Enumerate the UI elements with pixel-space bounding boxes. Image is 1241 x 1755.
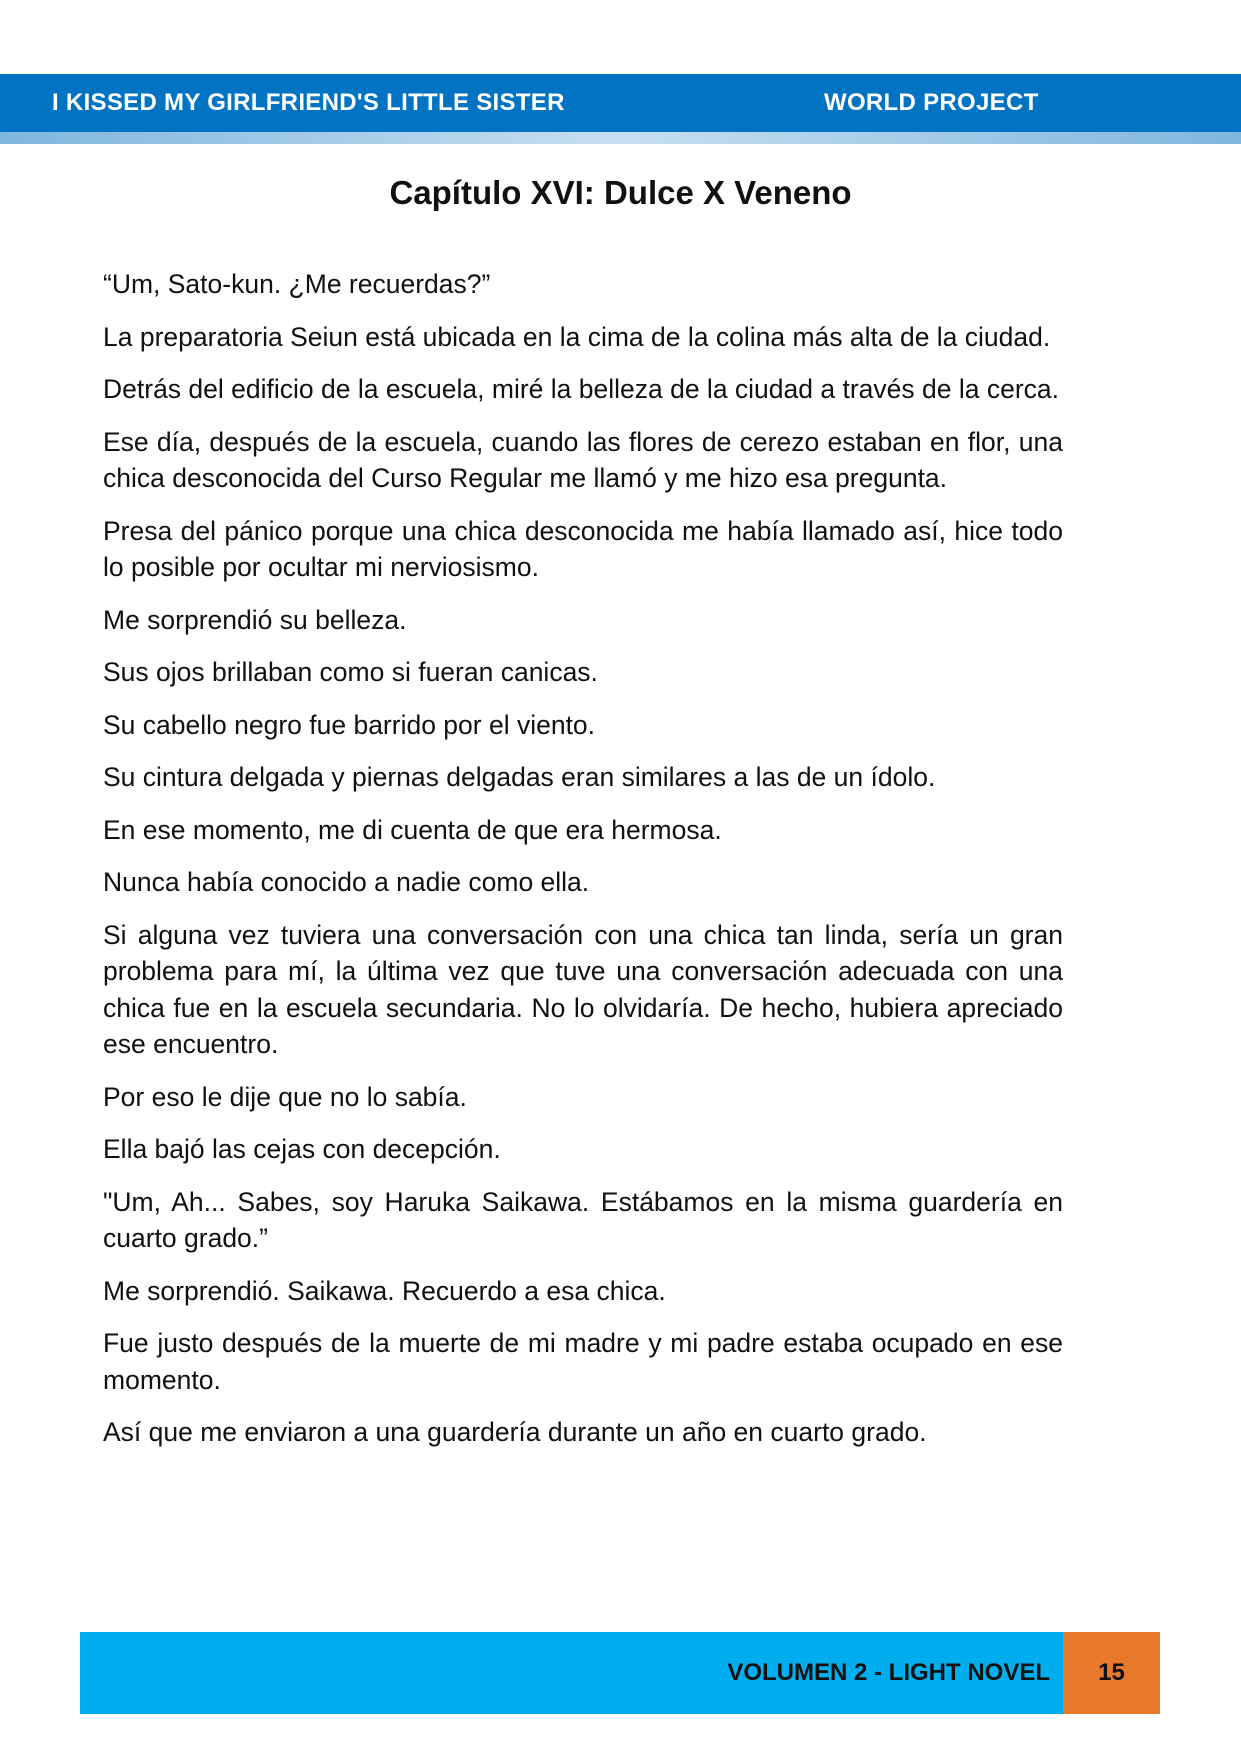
- paragraph: La preparatoria Seiun está ubicada en la cima de la colina más alta de la ciudad.: [103, 321, 1051, 352]
- paragraph: “Um, Sato-kun. ¿Me recuerdas?”: [103, 269, 491, 299]
- paragraph: "Um, Ah... Sabes, soy Haruka Saikawa. Estábamos en la misma guardería en cuarto grado.”: [103, 1186, 1063, 1253]
- paragraph: Por eso le dije que no lo sabía.: [103, 1081, 467, 1112]
- paragraph: Fue justo después de la muerte de mi madre y mi padre estaba ocupado en ese momento.: [103, 1328, 1063, 1395]
- group-name: WORLD PROJECT: [824, 89, 1039, 116]
- paragraph: Su cintura delgada y piernas delgadas eran similares a las de un ídolo.: [103, 762, 936, 792]
- paragraph: Ella bajó las cejas con decepción.: [103, 1134, 501, 1164]
- paragraph: Nunca había conocido a nadie como ella.: [103, 867, 590, 897]
- paragraph: Presa del pánico porque una chica desconocida me había llamado así, hice todo lo posible por ocultar mi nerviosismo.: [103, 515, 1063, 582]
- paragraph: Así que me enviaron a una guardería durante un año en cuarto grado.: [103, 1417, 927, 1447]
- paragraph: En ese momento, me di cuenta de que era hermosa.: [103, 814, 722, 845]
- series-title: I KISSED MY GIRLFRIEND'S LITTLE SISTER: [52, 89, 565, 116]
- page-number: 15: [1098, 1659, 1125, 1686]
- body-text: [103, 266, 1063, 1467]
- volume-label: VOLUMEN 2 - LIGHT NOVEL: [727, 1659, 1050, 1686]
- paragraph: Si alguna vez tuviera una conversación con una chica tan linda, sería un gran problema para mí, la última vez que tuve una conversación adecuada con una chica fue en la escuela secundaria. No lo olvidaría. De hecho, hubiera apreciado ese encuentro.: [103, 919, 1063, 1059]
- paragraph: Su cabello negro fue barrido por el viento.: [103, 709, 596, 740]
- paragraph: Me sorprendió su belleza.: [103, 604, 407, 635]
- paragraph: Me sorprendió. Saikawa. Recuerdo a esa chica.: [103, 1275, 666, 1306]
- header-stripe: [0, 132, 1241, 144]
- chapter-title: Capítulo XVI: Dulce X Veneno: [389, 174, 852, 211]
- paragraph: Detrás del edificio de la escuela, miré la belleza de la ciudad a través de la cerca.: [103, 374, 1059, 404]
- paragraph: Sus ojos brillaban como si fueran canicas.: [103, 657, 598, 687]
- paragraph: Ese día, después de la escuela, cuando las flores de cerezo estaban en flor, una chica desconocida del Curso Regular me llamó y me hizo esa pregunta.: [103, 426, 1063, 493]
